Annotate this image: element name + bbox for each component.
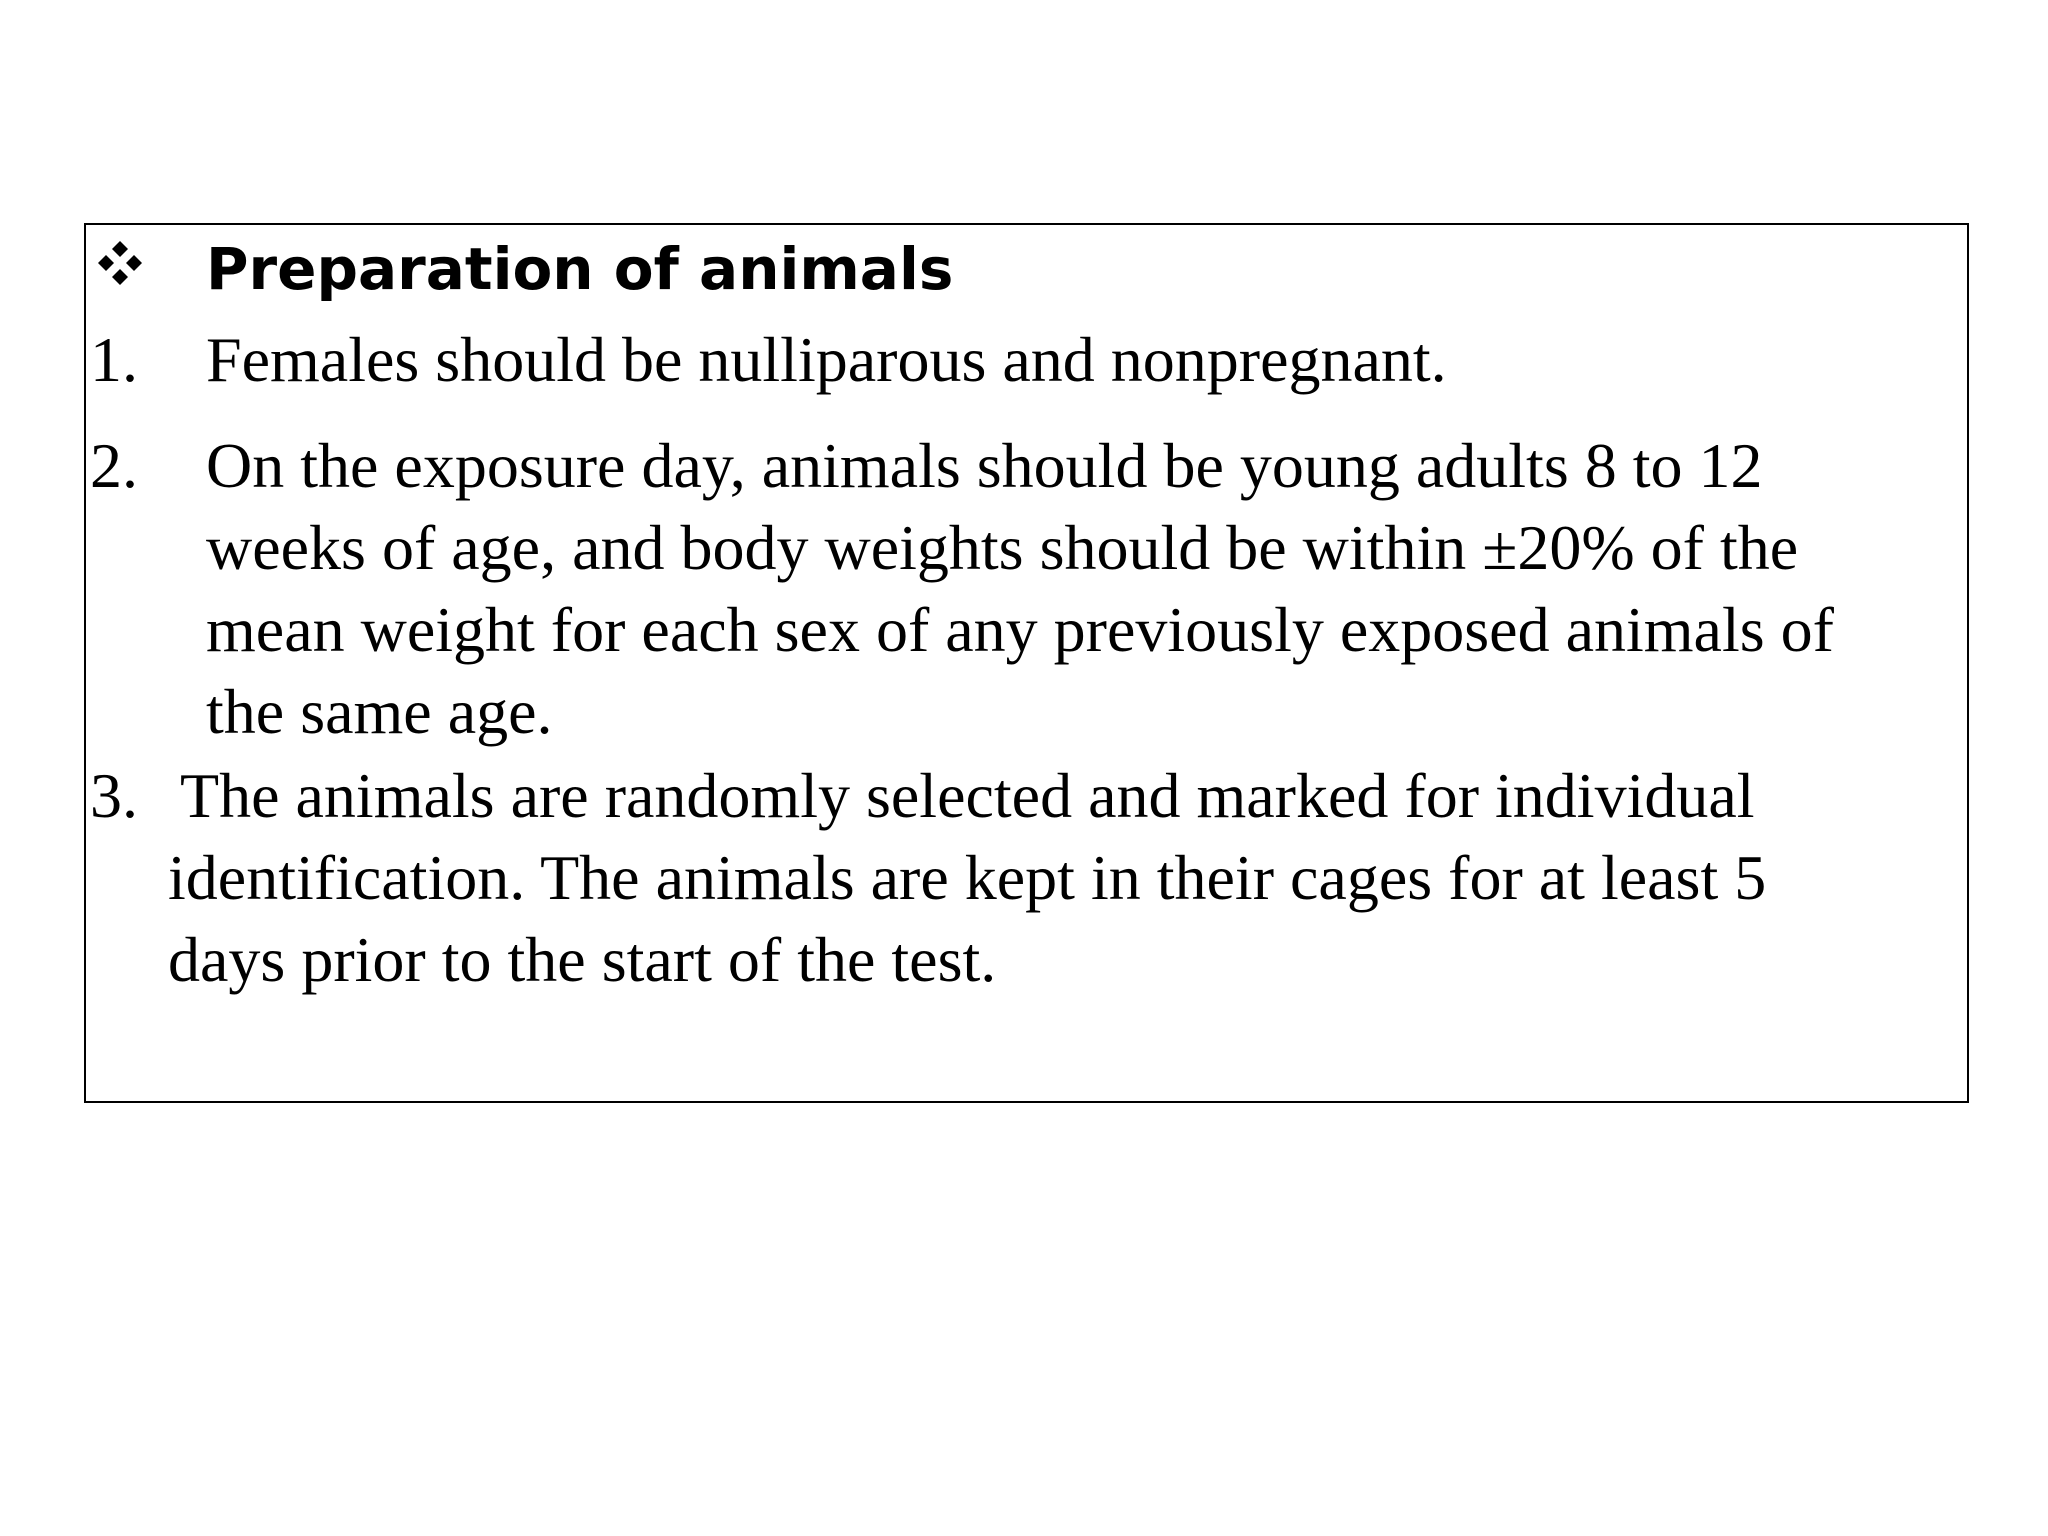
list-item-text — [206, 319, 1447, 401]
list-item-line: On the exposure day, animals should be young adults 8 to 12 — [206, 430, 1763, 501]
four-diamond-bullet-icon — [94, 237, 146, 289]
list-item-number: 3. — [90, 760, 138, 831]
list-item-line: days prior to the start of the test. — [168, 924, 997, 995]
list-item-line: The animals are randomly selected and marked for individual — [180, 760, 1755, 831]
list-item-text — [168, 837, 1766, 1001]
slide-heading: Preparation of animals — [206, 235, 954, 303]
list-item-line: Females should be nulliparous and nonpregnant. — [206, 324, 1447, 395]
list-item-number: 2. — [90, 430, 138, 501]
list-item-number: 1. — [90, 324, 138, 395]
list-item-line: identification. The animals are kept in their cages for at least 5 — [168, 842, 1767, 913]
heading-row — [86, 233, 1967, 313]
list-item-text — [206, 425, 1834, 753]
list-item-line: mean weight for each sex of any previously exposed animals of — [206, 594, 1834, 665]
list-item-line: the same age. — [206, 676, 553, 747]
content-box — [84, 223, 1969, 1103]
list-item-line: weeks of age, and body weights should be within ±20% of the — [206, 512, 1799, 583]
